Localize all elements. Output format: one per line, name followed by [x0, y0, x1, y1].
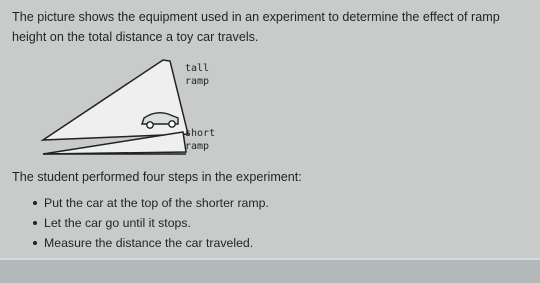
tall-ramp	[43, 60, 188, 140]
bullet-icon	[33, 241, 37, 245]
tall-ramp-label-line2: ramp	[185, 76, 210, 87]
list-item	[0, 233, 269, 253]
bottom-band	[0, 258, 540, 283]
short-ramp-label-line1: short	[185, 128, 216, 139]
steps-lead-text: The student performed four steps in the experiment:	[12, 170, 302, 184]
list-item	[0, 193, 269, 213]
bullet-icon	[33, 221, 37, 225]
step-text: Measure the distance the car traveled.	[44, 236, 254, 250]
band-divider	[0, 258, 540, 260]
bullet-icon	[33, 201, 37, 205]
ramp-diagram	[38, 52, 228, 162]
step-text: Put the car at the top of the shorter ramp.	[44, 196, 269, 210]
step-text: Let the car go until it stops.	[44, 216, 191, 230]
intro-text: The picture shows the equipment used in an experiment to determine the effect of ramp height on the total distance a toy car travels.	[12, 10, 500, 44]
list-item	[0, 213, 269, 233]
tall-ramp-label-line1: tall	[185, 63, 210, 74]
short-ramp-label-line2: ramp	[185, 141, 210, 152]
